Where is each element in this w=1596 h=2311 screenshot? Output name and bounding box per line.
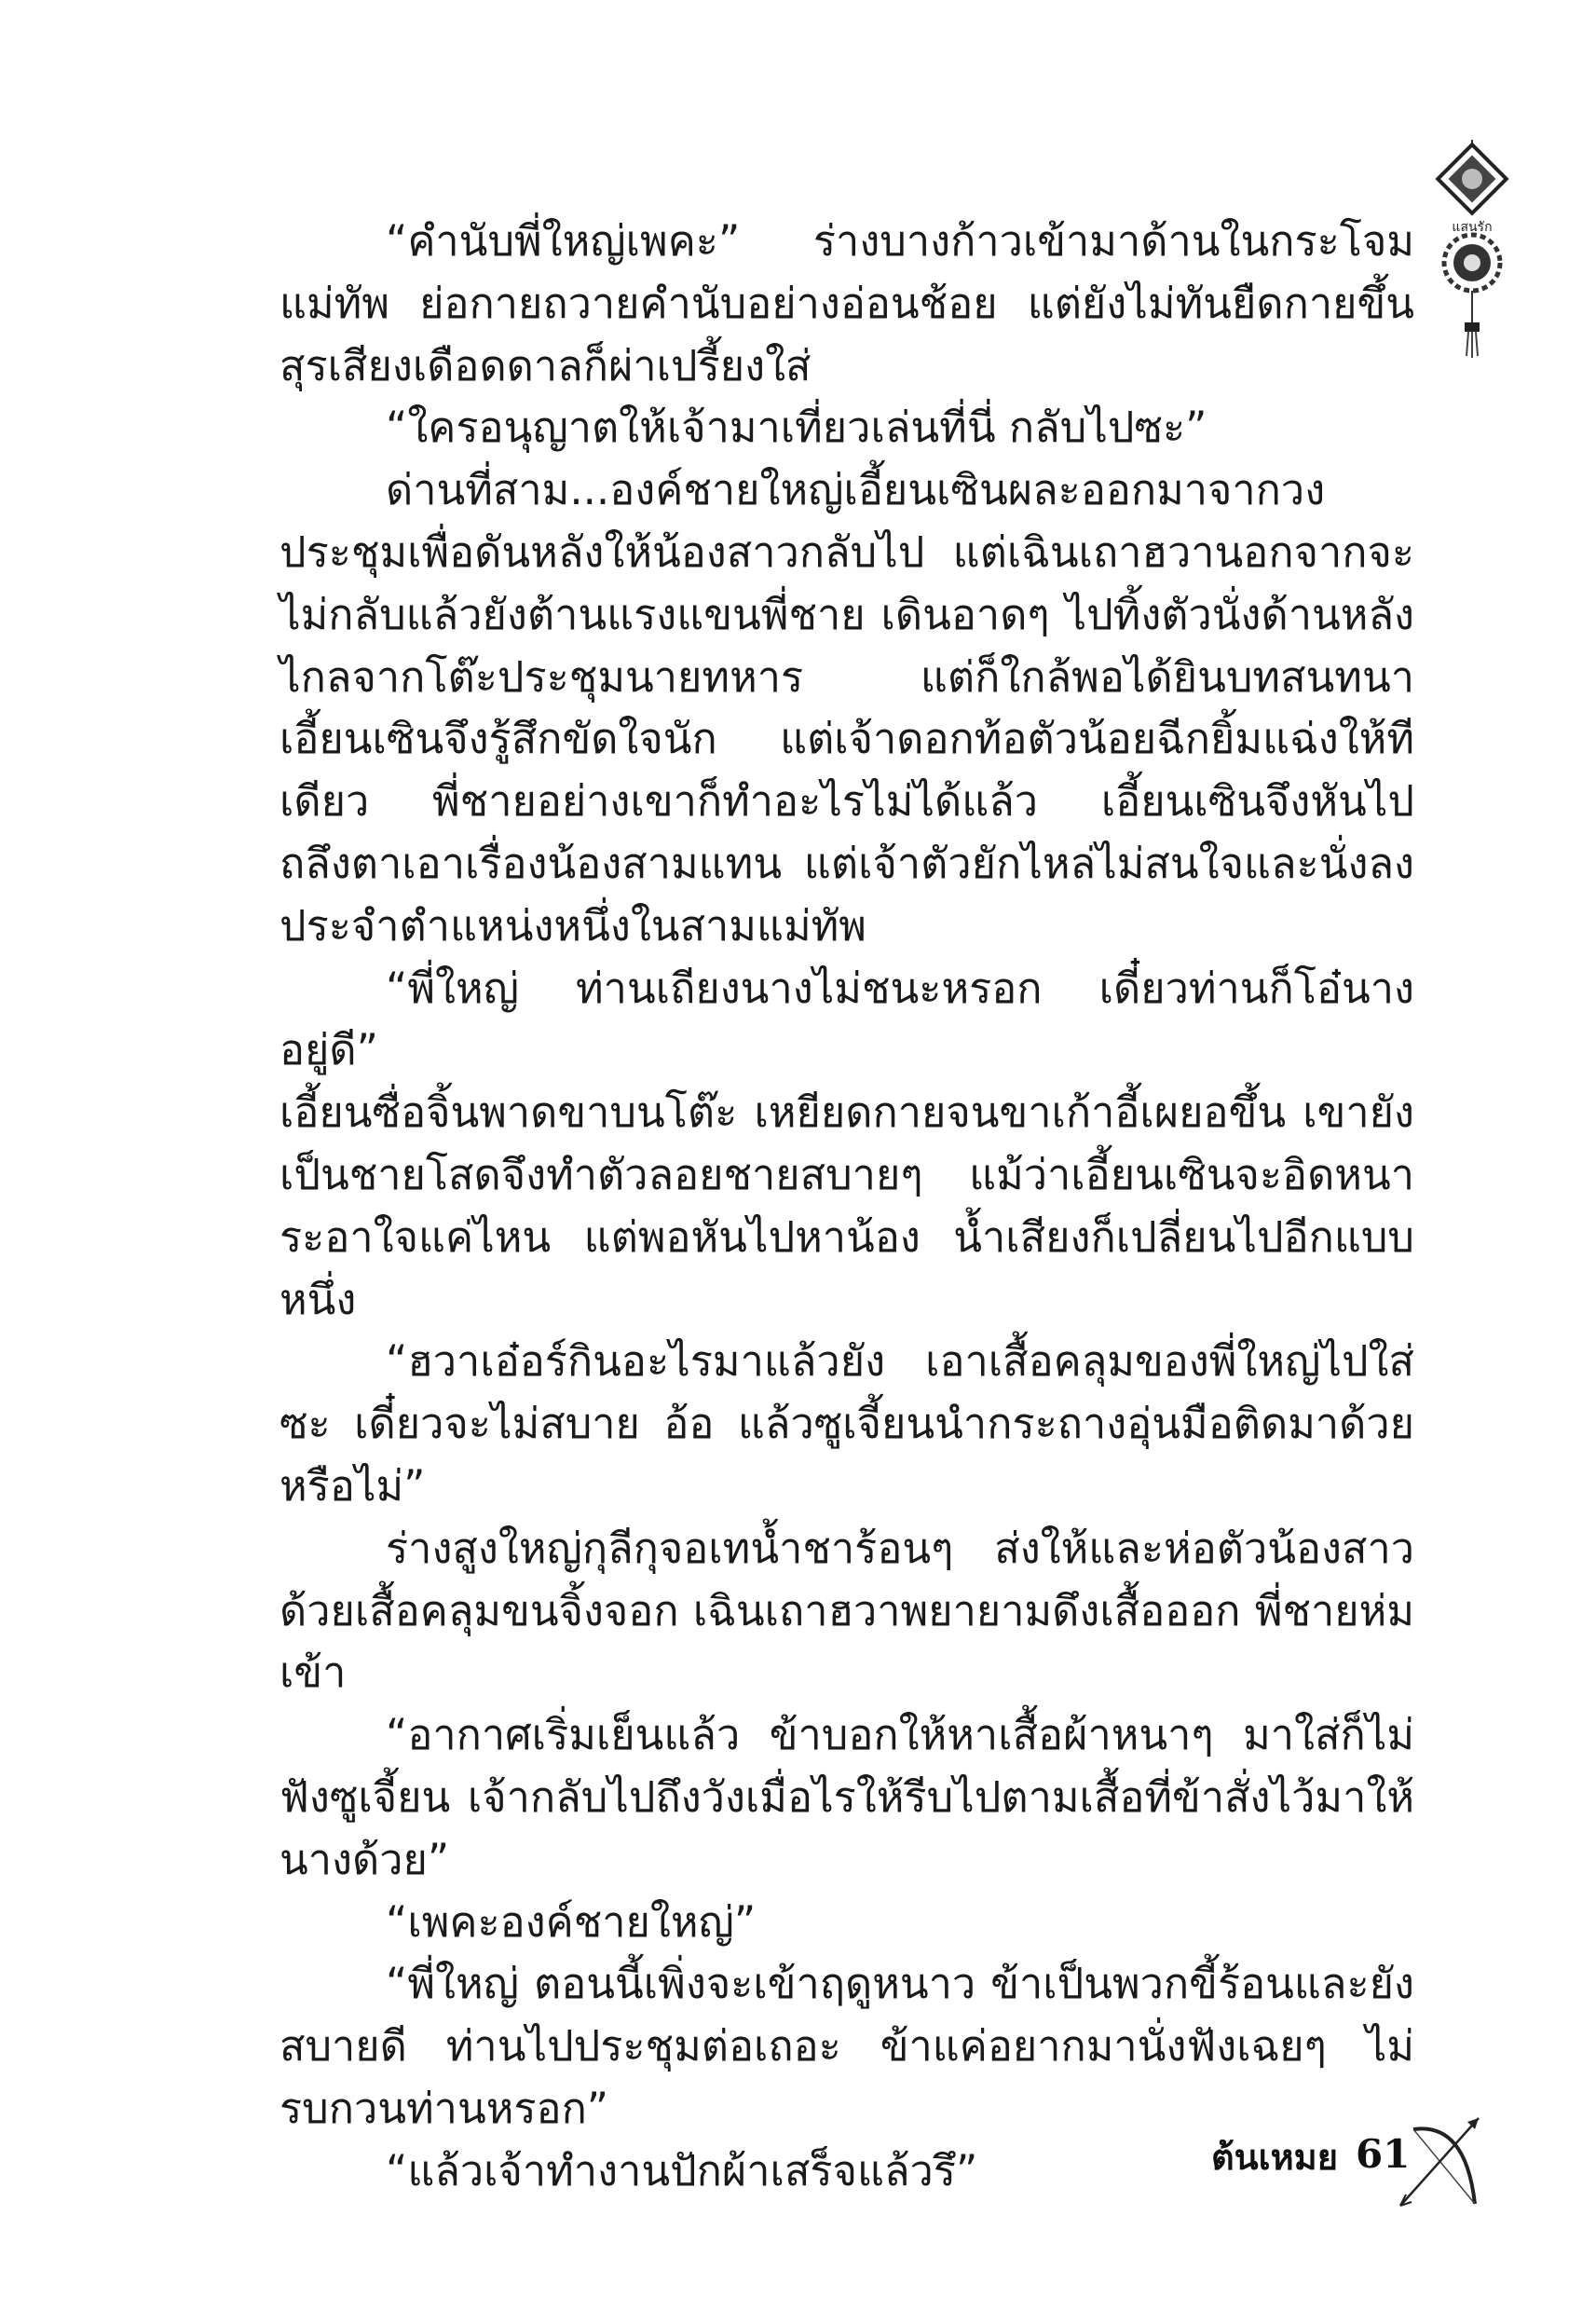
publisher-emblem-icon <box>1427 140 1517 359</box>
paragraph: ร่างสูงใหญ่กุลีกุจอเทน้ำชาร้อนๆ ส่งให้และห่อตัวน้องสาวด้วยเสื้อคลุมขนจิ้งจอก เฉินเถาฮวาพยายามดึงเสื้อออก พี่ชายห่มเข้า <box>280 1523 1414 1698</box>
paragraph: เอี้ยนซื่อจิ้นพาดขาบนโต๊ะ เหยียดกายจนขาเก้าอี้เผยอขึ้น เขายังเป็นชายโสดจึงทำตัวลอยชายสบายๆ แม้ว่าเอี้ยนเซินจะอิดหนาระอาใจแค่ไหน แต่พอหันไปหาน้อง น้ำเสียงก็เปลี่ยนไปอีกแบบหนึ่ง <box>280 1087 1414 1324</box>
page-number: 61 <box>1356 2131 1411 2177</box>
paragraph: “พี่ใหญ่ ท่านเถียงนางไม่ชนะหรอก เดี๋ยวท่านก็โอ๋นางอยู่ดี” <box>280 963 1414 1075</box>
paragraph: “พี่ใหญ่ ตอนนี้เพิ่งจะเข้าฤดูหนาว ข้าเป็นพวกขี้ร้อนและยังสบายดี ท่านไปประชุมต่อเถอะ ข้าแค่อยากมานั่งฟังเฉยๆ ไม่รบกวนท่านหรอก” <box>280 1959 1414 2133</box>
paragraph: “ฮวาเอ๋อร์กินอะไรมาแล้วยัง เอาเสื้อคลุมของพี่ใหญ่ไปใส่ซะ เดี๋ยวจะไม่สบาย อ้อ แล้วซูเจี้ยนนำกระถางอุ่นมือติดมาด้วยหรือไม่” <box>280 1336 1414 1511</box>
paragraph: “คำนับพี่ใหญ่เพคะ” ร่างบางก้าวเข้ามาด้านในกระโจมแม่ทัพ ย่อกายถวายคำนับอย่างอ่อนช้อย แต่ยังไม่ทันยืดกายขึ้น สุรเสียงเดือดดาลก็ผ่าเปรี้ยงใส่ <box>280 216 1414 390</box>
paragraph: ด่านที่สาม...องค์ชายใหญ่เอี้ยนเซินผละออกมาจากวงประชุมเพื่อดันหลังให้น้องสาวกลับไป แต่เฉินเถาฮวานอกจากจะไม่กลับแล้วยังต้านแรงแขนพี่ชาย เดินอาดๆ ไปทิ้งตัวนั่งด้านหลัง ไกลจากโต๊ะประชุมนายทหาร แต่ก็ใกล้พอได้ยินบทสนทนา เอี้ยนเซินจึงรู้สึกขัดใจนัก แต่เจ้าดอกท้อตัวน้อยฉีกยิ้มแฉ่งให้ทีเดียว พี่ชายอย่างเขาก็ทำอะไรไม่ได้แล้ว เอี้ยนเซินจึงหันไปถลึงตาเอาเรื่องน้องสามแทน แต่เจ้าตัวยักไหล่ไม่สนใจและนั่งลงประจำตำแหน่งหนึ่งในสามแม่ทัพ <box>280 465 1414 950</box>
emblem-label: แสนรัก <box>1452 220 1493 235</box>
book-title: ต้นเหมย <box>1210 2136 1338 2178</box>
body-text <box>280 211 1414 2203</box>
paragraph: “ใครอนุญาตให้เจ้ามาเที่ยวเล่นที่นี่ กลับไปซะ” <box>386 403 1207 453</box>
paragraph: “เพคะองค์ชายใหญ่” <box>386 1896 757 1947</box>
paragraph: “อากาศเริ่มเย็นแล้ว ข้าบอกให้หาเสื้อผ้าหนาๆ มาใส่ก็ไม่ฟังซูเจี้ยน เจ้ากลับไปถึงวังเมื่อไรให้รีบไปตามเสื้อที่ข้าสั่งไว้มาให้นางด้วย” <box>280 1710 1414 1884</box>
paragraph: “แล้วเจ้าทำงานปักผ้าเสร็จแล้วรึ” <box>386 2145 978 2195</box>
bow-icon <box>1393 2101 1495 2222</box>
